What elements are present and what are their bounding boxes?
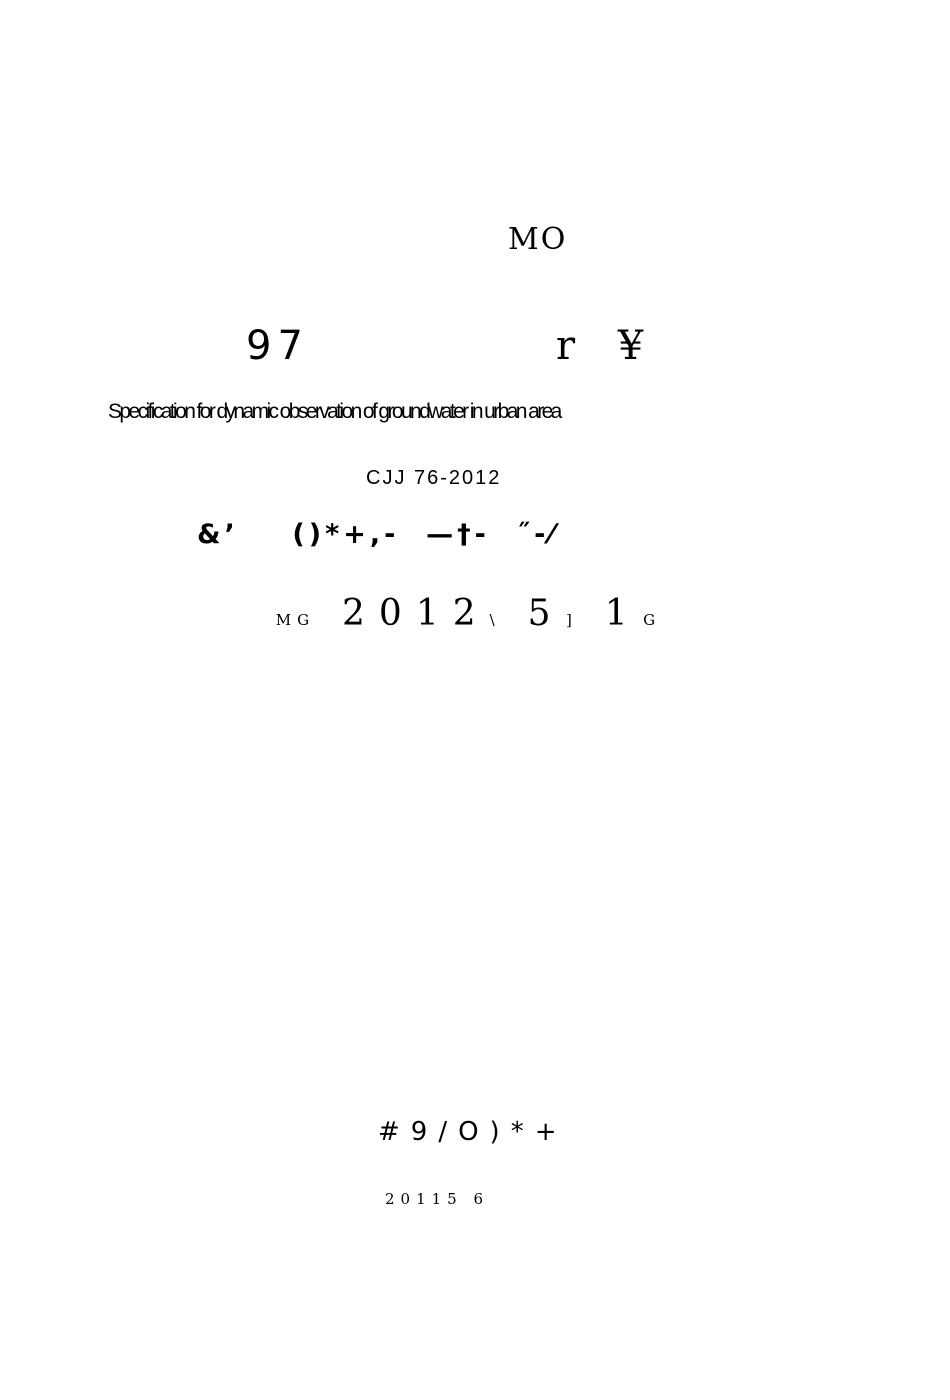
date-year: 2012 [342,593,490,634]
date-month: 5 [527,593,553,634]
english-title: Specification for dynamic observation of groundwater in urban area [108,400,560,423]
date-sep-1: \ [489,611,501,629]
title-left-part: 97 [246,323,309,369]
date-day: 1 [604,593,630,634]
header-code: MO [508,222,568,257]
standard-code: CJJ 76-2012 [366,467,502,489]
date-sep-2: ] [565,611,578,629]
publisher-name: #9/O)*+ [378,1117,568,1147]
date-suffix: G [643,611,662,629]
date-prefix: MG [275,611,316,629]
implementation-date [222,552,661,675]
publication-date: 20115 6 [385,1190,490,1208]
title-right-part: r ¥ [556,323,644,369]
issuing-line: &’ ()*+,- —†- ˝-⁄ [197,519,558,550]
